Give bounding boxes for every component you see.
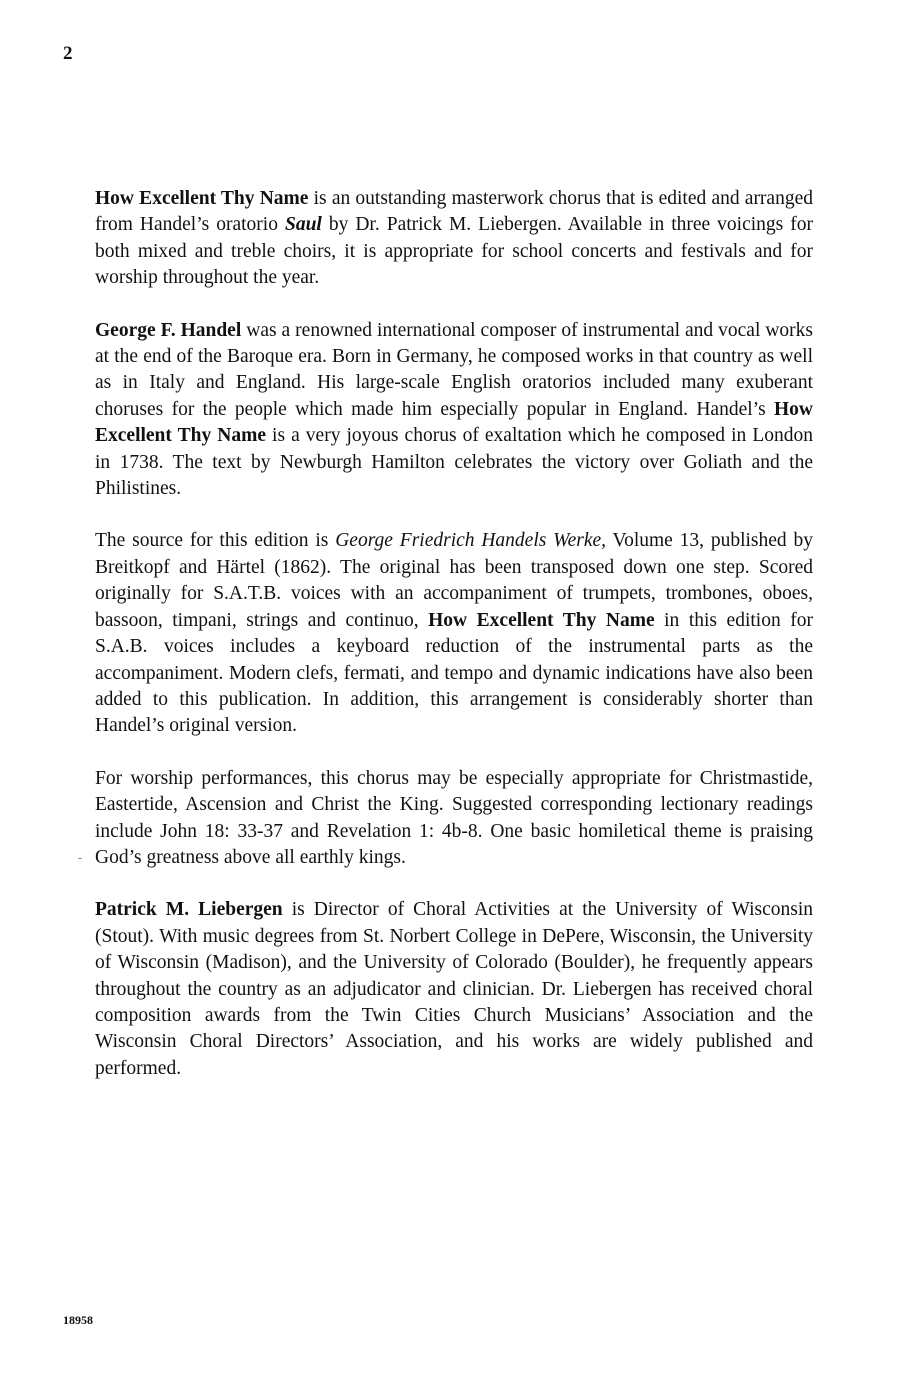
text-run: is an outstanding masterwork chorus that is edited and arranged from Handel’s oratorio	[95, 188, 813, 236]
margin-mark	[78, 858, 82, 859]
text-run: is a very joyous chorus of exaltation which he composed in London in 1738. The text by Newburgh Hamilton celebrates the victory over Goliath and the Philistines.	[95, 425, 813, 500]
text-run: is Director of Choral Activities at the University of Wisconsin (Stout). With music degrees from St. Norbert College in DePere, Wisconsin, the University of Wisconsin (Madison), and the University of Colorado (Boulder), he frequently appears throughout the country as an adjudicator and clinician. Dr. Liebergen has received choral composition awards from the Twin Cities Church Musicians’ Association and the Wisconsin Choral Directors’ Association, and his works are widely published and performed.	[95, 899, 814, 1079]
text-run: How Excellent Thy Name	[95, 188, 309, 209]
catalog-number: 18958	[63, 1313, 93, 1327]
paragraph-liebergen-biography	[95, 897, 813, 1082]
paragraph-intro	[95, 186, 813, 292]
text-run: Volume 13, published by Breitkopf and Härtel (1862). The original has been transposed down one step. Scored originally for S.A.T.B. voices with an accompaniment of trumpets, trombones, oboes, bassoon, timpani, strings and continuo,	[95, 530, 813, 631]
body-text	[95, 186, 813, 1108]
text-run: Patrick M. Liebergen	[95, 899, 283, 921]
page-number: 2	[63, 43, 73, 64]
paragraph-handel-biography	[95, 318, 813, 503]
text-run: George Friedrich Handels Werke,	[335, 530, 607, 552]
text-run: How Excellent Thy Name	[95, 398, 813, 447]
paragraph-edition-source	[95, 528, 813, 739]
text-run: For worship performances, this chorus may be especially appropriate for Christmastide, Eastertide, Ascension and Christ the King. Suggested corresponding lectionary readings include John 18: 33-37 and Revelation 1: 4b-8. One basic homiletical theme is praising God’s greatness above all earthly kings.	[95, 767, 813, 868]
text-run: How Excellent Thy Name	[428, 609, 655, 631]
text-run: George F. Handel	[95, 319, 242, 341]
paragraph-worship-use	[95, 766, 813, 872]
text-run: was a renowned international composer of instrumental and vocal works at the end of the Baroque era. Born in Germany, he composed works in that country as well as in Italy and England. His large-scale English oratorios included many exuberant choruses for the people which made him especially popular in England. Handel’s	[95, 319, 814, 420]
text-run: in this edition for S.A.B. voices includes a keyboard reduction of the instrumental parts as the accompaniment. Modern clefs, fermati, and tempo and dynamic indications have also been added to this publication. In addition, this arrangement is considerably shorter than Handel’s original version.	[95, 609, 813, 737]
text-run: Saul	[284, 214, 322, 236]
text-run: The source for this edition is	[95, 530, 336, 552]
text-run: by Dr. Patrick M. Liebergen. Available in three voicings for both mixed and treble choirs, it is appropriate for school concerts and festivals and for worship throughout the year.	[95, 214, 813, 289]
